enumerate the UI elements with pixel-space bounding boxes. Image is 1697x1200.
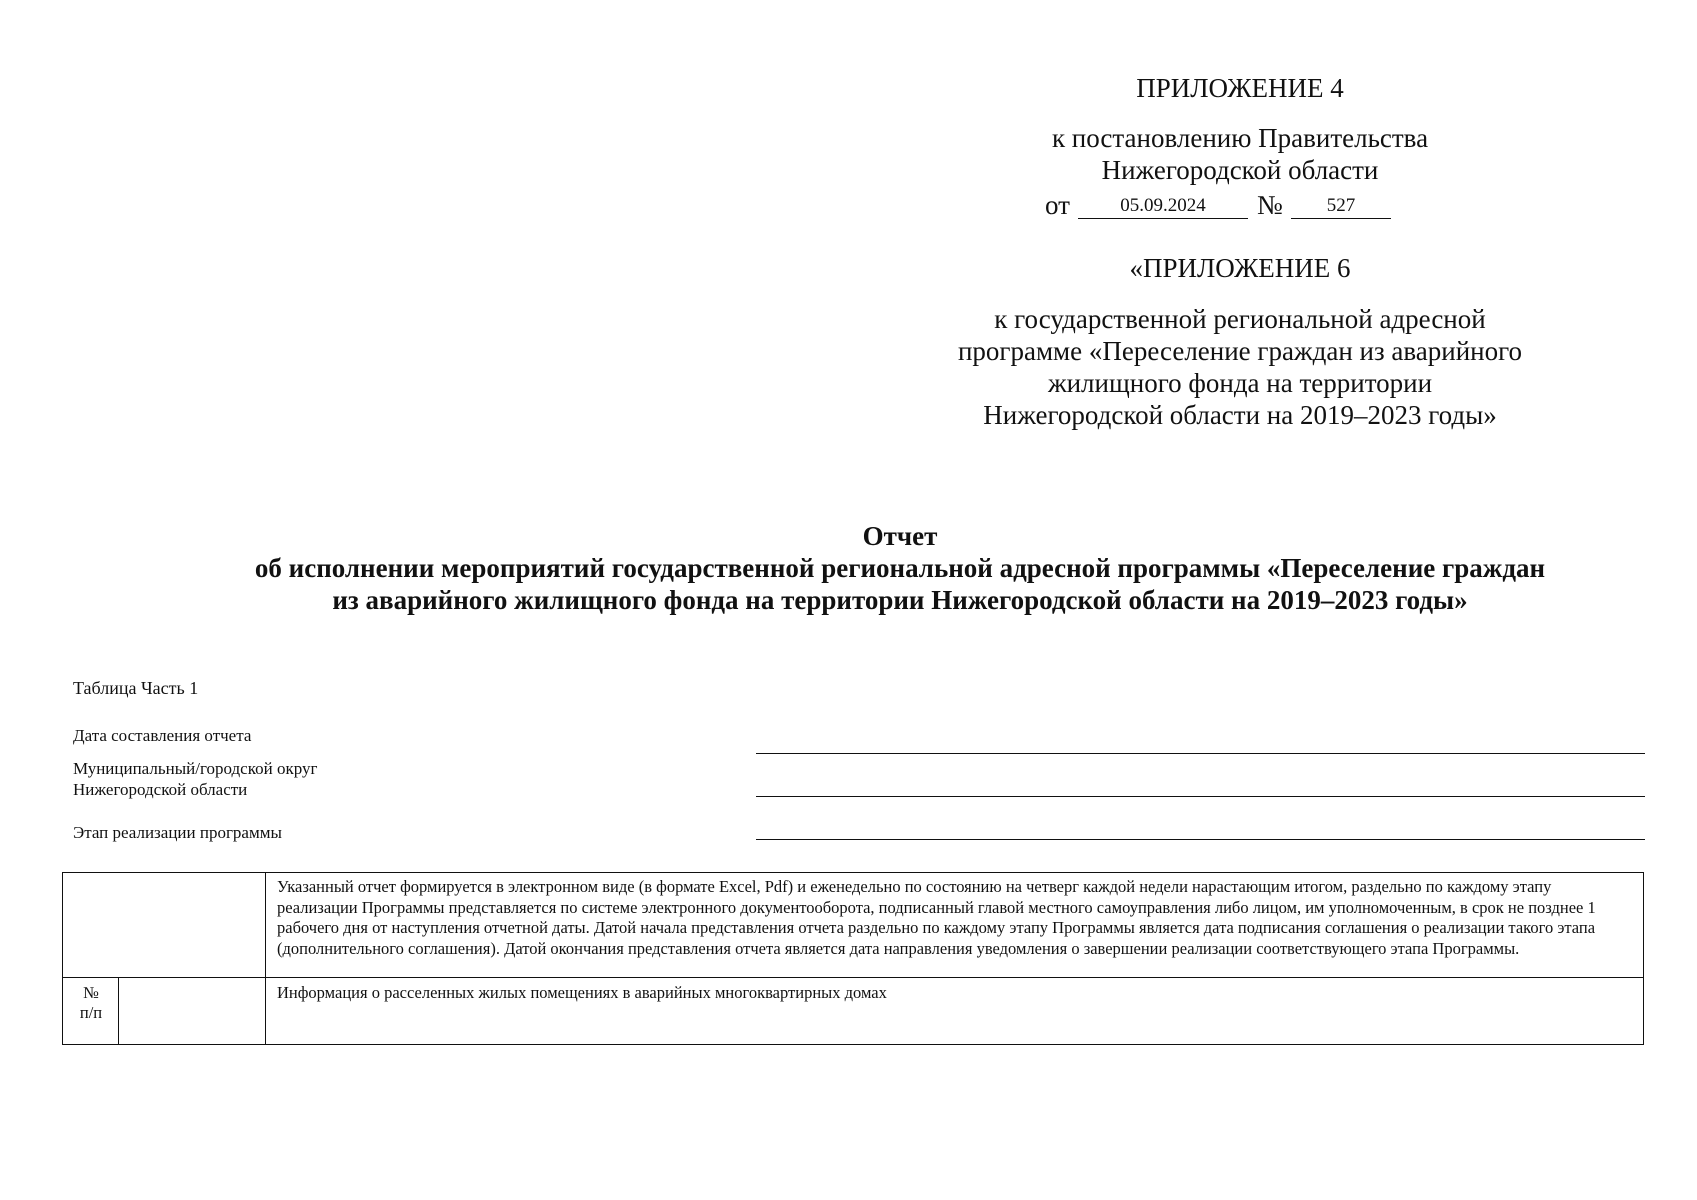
row-number-header (67, 983, 115, 1023)
table-row-divider (63, 977, 1643, 978)
report-date-label: Дата составления отчета (73, 726, 252, 745)
appendix-4-line-2: Нижегородской области (1101, 155, 1379, 185)
order-date-number-line (1030, 190, 1390, 224)
report-subtitle-line-2: из аварийного жилищного фонда на территории Нижегородской области на 2019–2023 годы» (332, 585, 1468, 615)
report-title-block (150, 520, 1650, 616)
report-date-field[interactable] (756, 753, 1645, 754)
report-title: Отчет (862, 521, 938, 551)
district-field[interactable] (756, 796, 1645, 797)
appendix-6-line-3: жилищного фонда на территории (1047, 368, 1433, 398)
district-label-line-2: Нижегородской области (73, 780, 248, 799)
table-column-divider-num (118, 977, 119, 1044)
number-prefix: № (1257, 190, 1283, 220)
appendix-4-title: ПРИЛОЖЕНИЕ 4 (1136, 73, 1344, 103)
table-column-divider (265, 873, 266, 1044)
district-label-line-1: Муниципальный/городской округ (73, 759, 318, 778)
order-date-value: 05.09.2024 (1078, 194, 1248, 219)
date-prefix: от (1045, 190, 1070, 220)
appendix-6-line-2: программе «Переселение граждан из аварийного (957, 336, 1523, 366)
appendix-6-line-4: Нижегородской области на 2019–2023 годы» (983, 400, 1497, 430)
order-number-value: 527 (1291, 194, 1391, 219)
info-header: Информация о расселенных жилых помещениях в аварийных многоквартирных домах (277, 983, 887, 1002)
table-note: Указанный отчет формируется в электронном виде (в формате Excel, Pdf) и еженедельно по состоянию на четверг каждой недели нарастающим итогом, раздельно по каждому этапу реализации Программы представляется по системе электронного документооборота, подписанный главой местного самоуправления либо лицом, им уполномоченным, в срок не позднее 1 рабочего дня от наступления отчетной даты. Датой начала представления отчета раздельно по каждому этапу Программы является дата подписания соглашения о реализации такого этапа (дополнительного соглашения). Датой окончания представления отчета является дата направления уведомления о завершении реализации соответствующего этапа Программы. (277, 877, 1596, 958)
appendix-6-reference (900, 303, 1580, 431)
report-table (62, 872, 1644, 1045)
appendix-4-reference (900, 122, 1580, 186)
row-number-header-line-1: № (83, 983, 99, 1002)
district-label (73, 758, 317, 800)
report-subtitle-line-1: об исполнении мероприятий государственной региональной адресной программы «Переселение граждан (254, 553, 1546, 583)
appendix-6-title: «ПРИЛОЖЕНИЕ 6 (1129, 253, 1351, 283)
appendix-6-line-1: к государственной региональной адресной (994, 304, 1486, 334)
stage-label: Этап реализации программы (73, 823, 282, 842)
stage-field[interactable] (756, 839, 1645, 840)
appendix-4-line-1: к постановлению Правительства (1051, 123, 1429, 153)
table-part-label: Таблица Часть 1 (73, 678, 199, 698)
row-number-header-line-2: п/п (79, 1003, 103, 1022)
